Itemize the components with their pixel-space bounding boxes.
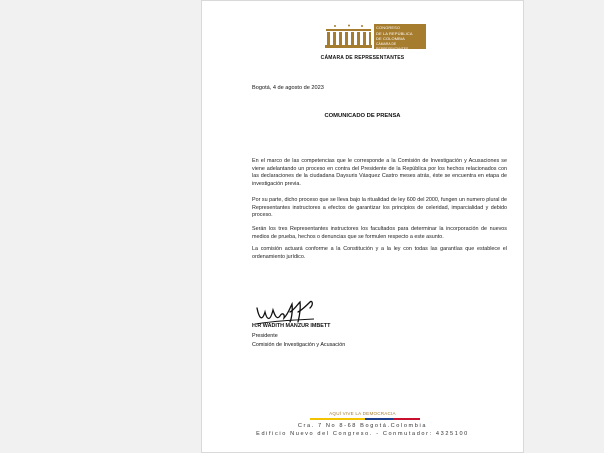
flag-red — [393, 418, 421, 420]
footer-motto: AQUÍ VIVE LA DEMOCRACIA — [329, 411, 396, 416]
logo-line: DE LA REPÚBLICA — [376, 30, 413, 36]
capitol-icon — [325, 24, 372, 50]
signer-name: H.R WADITH MANZUR IMBETT — [252, 323, 331, 329]
paragraph: Serán los tres Representantes instructores los facultados para determinar la incorporación de nuevos medios de prueba, hechos o denuncias que se formulen respecto a este asunto. — [252, 226, 507, 240]
letter-title: COMUNICADO DE PRENSA — [324, 113, 401, 119]
flag-blue — [365, 418, 393, 420]
footer-address: Cra. 7 No 8-68 Bogotá.Colombia — [297, 423, 428, 429]
flag-yellow — [338, 418, 366, 420]
logo-line: DE COLOMBIA — [376, 36, 405, 41]
flag-yellow — [310, 418, 338, 420]
logo-line: CÁMARA DE REPRESENTANTES — [376, 41, 409, 51]
logo-line: CONGRESO — [376, 25, 401, 30]
paragraph: En el marco de las competencias que le corresponde a la Comisión de Investigación y Acusaciones se viene adelantando un proceso en contra del Presidente de la República por los hechos relacionados con las declaraciones de la ciudadana Daysuris Vásquez Castro meses atrás, éste se encuentra en etapa de investigación previa. — [252, 158, 507, 188]
footer-contact: Edificio Nuevo del Congreso. - Conmutador: 4325100 — [256, 431, 469, 437]
flag-stripe — [310, 418, 420, 420]
signer-role: Presidente — [252, 333, 278, 339]
letter-page — [201, 0, 524, 453]
logo-text-box — [374, 24, 426, 49]
handwritten-signature — [254, 298, 316, 326]
paragraph: La comisión actuará conforme a la Constitución y a la ley con todas las garantías que establece el ordenamiento jurídico. — [252, 246, 507, 260]
letter-date: Bogotá, 4 de agosto de 2023 — [252, 85, 324, 91]
congress-logo — [325, 24, 425, 51]
signer-department: Comisión de Investigación y Acusación — [252, 342, 346, 348]
chamber-name: CÁMARA DE REPRESENTANTES — [320, 55, 405, 61]
paragraph: Por su parte, dicho proceso que se lleva bajo la ritualidad de ley 600 del 2000, fungen un numero plural de Representantes instructores a efectos de garantizar los principios de celeridad, imparcialidad y debido proceso. — [252, 197, 507, 219]
